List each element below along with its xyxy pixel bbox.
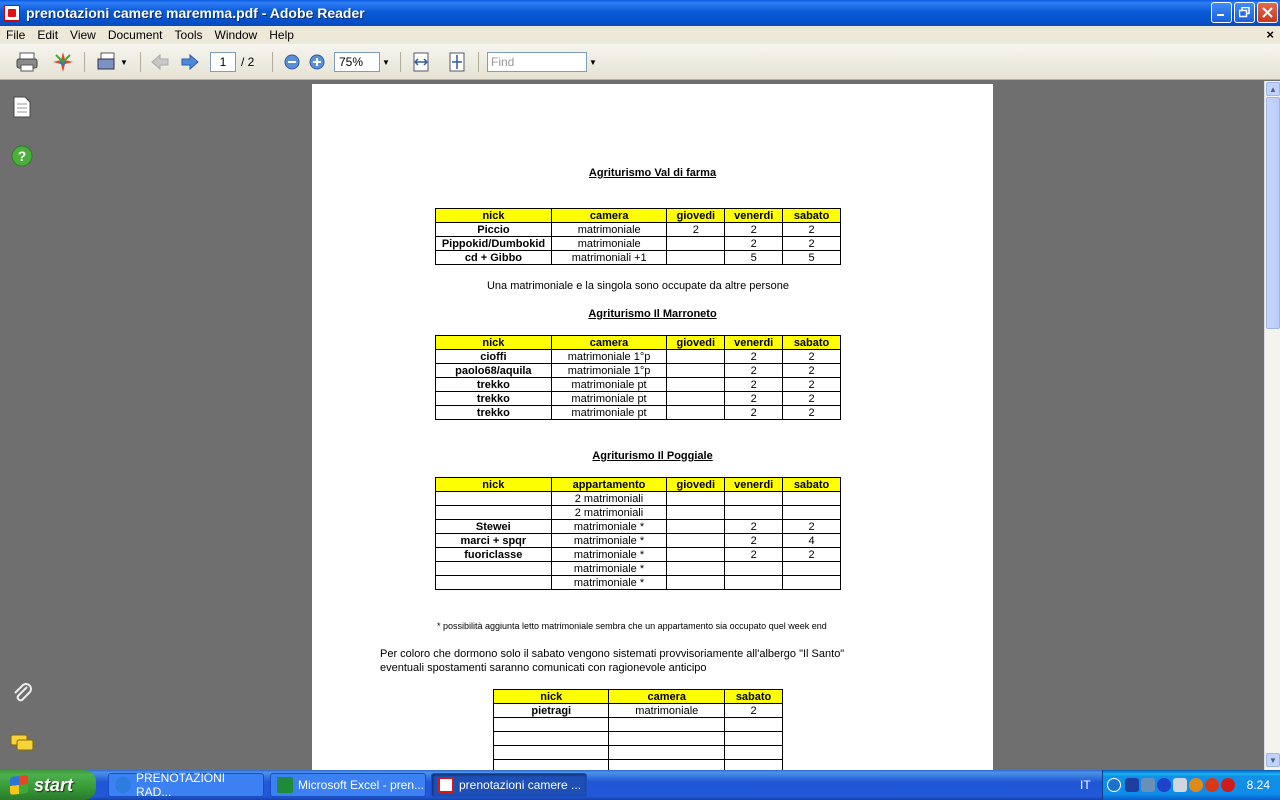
table-row — [436, 364, 841, 378]
arrow-right-icon — [180, 53, 200, 71]
menu-view[interactable]: View — [70, 28, 96, 42]
zoom-out-button[interactable] — [282, 50, 302, 74]
paperclip-icon — [11, 682, 33, 704]
section-title-val-di-farma: Agriturismo Val di farma — [588, 167, 717, 179]
menu-tools[interactable]: Tools — [174, 28, 203, 42]
next-page-button[interactable] — [178, 50, 202, 74]
start-label: start — [34, 774, 74, 795]
table-poggiale — [435, 477, 841, 590]
nick-cell — [436, 576, 552, 590]
table-row — [436, 251, 841, 265]
table-cell: matrimoniale * — [551, 534, 667, 548]
table-cell: 4 — [783, 534, 841, 548]
nick-cell: fuoriclasse — [436, 548, 552, 562]
header-cell: giovedi — [667, 209, 725, 223]
header-cell: sabato — [783, 336, 841, 350]
table-cell — [667, 506, 725, 520]
restore-icon — [1239, 7, 1250, 18]
table-cell — [667, 237, 725, 251]
table-cell: 2 — [725, 364, 783, 378]
header-cell: camera — [609, 690, 725, 704]
table-row — [436, 506, 841, 520]
table-row — [436, 350, 841, 364]
taskbar-item-label: Microsoft Excel - pren... — [298, 778, 425, 792]
table-cell: 2 — [783, 350, 841, 364]
table-cell: 2 — [783, 378, 841, 392]
table-row — [436, 223, 841, 237]
find-dropdown-icon[interactable]: ▼ — [589, 58, 597, 67]
nick-cell — [494, 746, 609, 760]
table-cell: 2 — [783, 520, 841, 534]
table-cell: matrimoniale pt — [551, 406, 667, 420]
chevron-down-icon: ▼ — [120, 57, 128, 67]
table-cell: matrimoniale * — [551, 520, 667, 534]
table-cell — [667, 378, 725, 392]
drive-icon[interactable] — [1173, 778, 1187, 792]
table-cell: 2 — [725, 392, 783, 406]
table-cell: matrimoniale — [551, 223, 667, 237]
table-cell — [725, 562, 783, 576]
taskbar-item-label: prenotazioni camere ... — [459, 778, 582, 792]
table-row — [436, 406, 841, 420]
start-button[interactable] — [0, 770, 96, 800]
table-row — [494, 760, 783, 771]
table-cell: 2 — [783, 392, 841, 406]
antivirus-icon[interactable] — [1205, 778, 1219, 792]
header-cell: venerdi — [725, 336, 783, 350]
table-header-row — [494, 690, 783, 704]
table-cell: 2 — [725, 406, 783, 420]
pages-icon — [13, 96, 31, 118]
printer-icon — [15, 51, 39, 73]
table-cell: matrimoniale 1°p — [551, 364, 667, 378]
table-cell: 2 — [725, 350, 783, 364]
minimize-icon — [1216, 7, 1227, 18]
table-cell: 5 — [725, 251, 783, 265]
table-cell: 2 — [725, 223, 783, 237]
table-cell — [667, 251, 725, 265]
scroll-up-button[interactable]: ▲ — [1266, 82, 1280, 96]
nick-cell: Stewei — [436, 520, 552, 534]
clock: 8.24 — [1246, 778, 1270, 792]
table-row — [494, 704, 783, 718]
table-row — [436, 492, 841, 506]
menu-file[interactable]: File — [6, 28, 26, 42]
close-document-button[interactable]: × — [1266, 27, 1274, 42]
table-cell — [725, 760, 783, 771]
previous-page-button[interactable] — [148, 50, 172, 74]
table-marroneto — [435, 335, 841, 420]
close-window-button[interactable] — [1257, 2, 1278, 23]
scrollbar-thumb[interactable] — [1266, 97, 1280, 329]
table-cell — [725, 732, 783, 746]
table-cell — [667, 534, 725, 548]
nick-cell: trekko — [436, 392, 552, 406]
network-icon[interactable] — [1125, 778, 1139, 792]
nick-cell: Piccio — [436, 223, 552, 237]
attachments-panel-button[interactable] — [10, 681, 34, 705]
comments-icon — [10, 733, 34, 753]
table-cell — [667, 548, 725, 562]
header-cell: giovedi — [667, 336, 725, 350]
language-indicator[interactable]: IT — [1080, 778, 1091, 792]
organizer-star-icon — [51, 50, 75, 74]
table-row — [494, 746, 783, 760]
table-cell: 2 — [667, 223, 725, 237]
window-title: prenotazioni camere maremma.pdf - Adobe Reader — [26, 5, 365, 21]
ie-icon — [115, 777, 131, 793]
table-cell: matrimoniale * — [551, 548, 667, 562]
table-cell — [783, 506, 841, 520]
page-number-input[interactable]: 1 — [210, 52, 236, 72]
close-icon — [1262, 7, 1273, 18]
find-input[interactable]: Find — [487, 52, 587, 72]
taskbar-item-label: PRENOTAZIONI RAD... — [136, 771, 226, 799]
table-cell: matrimoniale — [609, 704, 725, 718]
show-hidden-icons-icon[interactable] — [1107, 778, 1121, 792]
footnote-poggiale: * possibilità aggiunta letto matrimoniale sembra che un appartamento sia occupato quel week end — [437, 621, 827, 631]
toolbar — [0, 44, 1280, 80]
zoom-level-field[interactable]: 75% — [334, 52, 380, 72]
adobe-tray-icon[interactable] — [1221, 778, 1235, 792]
table-cell — [667, 562, 725, 576]
help-panel-button[interactable] — [10, 144, 34, 168]
table-cell: 2 — [725, 704, 783, 718]
menu-bar — [0, 26, 1280, 44]
zoom-out-icon — [283, 53, 301, 71]
table-cell — [783, 492, 841, 506]
fit-page-button[interactable] — [446, 50, 468, 74]
table-cell: 2 matrimoniali — [551, 492, 667, 506]
nick-cell: pietragi — [494, 704, 609, 718]
section-title-marroneto: Agriturismo Il Marroneto — [588, 308, 717, 320]
navigation-panel — [0, 81, 44, 770]
nick-cell: trekko — [436, 406, 552, 420]
table-cell: 2 — [783, 364, 841, 378]
nick-cell: Pippokid/Dumbokid — [436, 237, 552, 251]
header-cell: nick — [436, 478, 552, 492]
table-row — [494, 732, 783, 746]
table-cell: 2 — [783, 223, 841, 237]
table-cell: 2 — [725, 378, 783, 392]
table-cell: matrimoniale pt — [551, 378, 667, 392]
nick-cell — [494, 760, 609, 771]
table-row — [436, 520, 841, 534]
windows-logo-icon — [10, 775, 28, 795]
paragraph-line-1: Per coloro che dormono solo il sabato vengono sistemati provvisoriamente all'albergo "Il Santo" — [380, 648, 845, 660]
nick-cell: marci + spqr — [436, 534, 552, 548]
table-cell — [609, 732, 725, 746]
table-cell: matrimoniali +1 — [551, 251, 667, 265]
table-cell — [667, 392, 725, 406]
zoom-in-icon — [308, 53, 326, 71]
table-cell — [667, 576, 725, 590]
table-cell — [783, 576, 841, 590]
table-cell: 2 — [725, 534, 783, 548]
table-row — [436, 576, 841, 590]
zoom-dropdown-icon[interactable]: ▼ — [382, 58, 390, 67]
table-cell — [783, 562, 841, 576]
nick-cell — [436, 492, 552, 506]
table-header-row — [436, 478, 841, 492]
nick-cell — [436, 506, 552, 520]
nick-cell: cioffi — [436, 350, 552, 364]
header-cell: nick — [436, 336, 552, 350]
volume-icon[interactable] — [1141, 778, 1155, 792]
table-header-row — [436, 209, 841, 223]
table-cell — [667, 364, 725, 378]
table-row — [436, 392, 841, 406]
page-total: / 2 — [241, 55, 255, 69]
bluetooth-icon[interactable] — [1157, 778, 1171, 792]
svg-text:?: ? — [17, 148, 27, 164]
table-row — [436, 237, 841, 251]
taskbar-item-acrobat[interactable] — [431, 773, 587, 797]
taskbar-item-ie[interactable] — [108, 773, 264, 797]
vertical-scrollbar[interactable] — [1264, 81, 1280, 770]
header-cell: venerdi — [725, 478, 783, 492]
table-cell: 2 matrimoniali — [551, 506, 667, 520]
fit-width-button[interactable] — [410, 50, 432, 74]
system-tray — [1102, 770, 1280, 800]
table-cell: 5 — [783, 251, 841, 265]
table-cell: matrimoniale 1°p — [551, 350, 667, 364]
title-bar — [0, 0, 1280, 26]
table-albergo — [493, 689, 783, 770]
pdf-page — [312, 84, 993, 770]
note-val-di-farma: Una matrimoniale e la singola sono occupate da altre persone — [486, 280, 790, 292]
menu-help[interactable]: Help — [269, 28, 294, 42]
table-cell: 2 — [783, 548, 841, 562]
table-cell — [725, 492, 783, 506]
save-copy-icon — [96, 51, 120, 73]
help-icon — [11, 145, 33, 167]
table-cell — [667, 492, 725, 506]
adobe-reader-icon — [4, 5, 20, 21]
header-cell: nick — [494, 690, 609, 704]
table-cell — [725, 506, 783, 520]
table-cell — [667, 350, 725, 364]
taskbar — [0, 770, 1280, 800]
nick-cell — [436, 562, 552, 576]
acrobat-icon — [438, 777, 454, 793]
taskbar-item-excel[interactable] — [270, 773, 426, 797]
table-cell: 2 — [725, 520, 783, 534]
table-row — [436, 534, 841, 548]
header-cell: sabato — [783, 209, 841, 223]
table-cell — [725, 576, 783, 590]
table-cell: matrimoniale — [551, 237, 667, 251]
scroll-down-button[interactable]: ▼ — [1266, 753, 1280, 767]
table-header-row — [436, 336, 841, 350]
header-cell: camera — [551, 209, 667, 223]
table-cell — [667, 406, 725, 420]
table-cell: matrimoniale * — [551, 576, 667, 590]
table-cell: matrimoniale pt — [551, 392, 667, 406]
fit-page-icon — [448, 52, 466, 72]
organizer-button[interactable] — [50, 50, 76, 74]
paragraph-line-2: eventuali spostamenti saranno comunicati con ragionevole anticipo — [380, 662, 707, 674]
table-cell — [609, 760, 725, 771]
restore-button[interactable] — [1234, 2, 1255, 23]
header-cell: sabato — [783, 478, 841, 492]
zoom-in-button[interactable] — [307, 50, 327, 74]
section-title-poggiale: Agriturismo Il Poggiale — [592, 450, 713, 462]
table-row — [494, 718, 783, 732]
comments-panel-button[interactable] — [10, 731, 34, 755]
excel-icon — [277, 777, 293, 793]
header-cell: venerdi — [725, 209, 783, 223]
header-cell: nick — [436, 209, 552, 223]
header-cell: giovedi — [667, 478, 725, 492]
arrow-left-icon — [150, 53, 170, 71]
table-cell — [725, 718, 783, 732]
table-cell — [609, 718, 725, 732]
table-row — [436, 378, 841, 392]
update-icon[interactable] — [1189, 778, 1203, 792]
menu-edit[interactable]: Edit — [37, 28, 59, 42]
menu-document[interactable]: Document — [107, 28, 163, 42]
table-cell — [725, 746, 783, 760]
menu-window[interactable]: Window — [214, 28, 258, 42]
fit-width-icon — [412, 52, 430, 72]
nick-cell: trekko — [436, 378, 552, 392]
print-button[interactable] — [14, 50, 40, 74]
nick-cell: paolo68/aquila — [436, 364, 552, 378]
header-cell: appartamento — [551, 478, 667, 492]
table-cell: matrimoniale * — [551, 562, 667, 576]
table-cell: 2 — [783, 406, 841, 420]
table-cell: 2 — [783, 237, 841, 251]
nick-cell: cd + Gibbo — [436, 251, 552, 265]
table-cell: 2 — [725, 548, 783, 562]
header-cell: camera — [551, 336, 667, 350]
table-val-di-farma — [435, 208, 841, 265]
table-cell: 2 — [725, 237, 783, 251]
nick-cell — [494, 732, 609, 746]
header-cell: sabato — [725, 690, 783, 704]
table-cell — [609, 746, 725, 760]
pages-panel-button[interactable] — [10, 95, 34, 119]
nick-cell — [494, 718, 609, 732]
minimize-button[interactable] — [1211, 2, 1232, 23]
table-row — [436, 548, 841, 562]
table-cell — [667, 520, 725, 534]
save-copy-button[interactable] — [94, 50, 130, 74]
table-row — [436, 562, 841, 576]
